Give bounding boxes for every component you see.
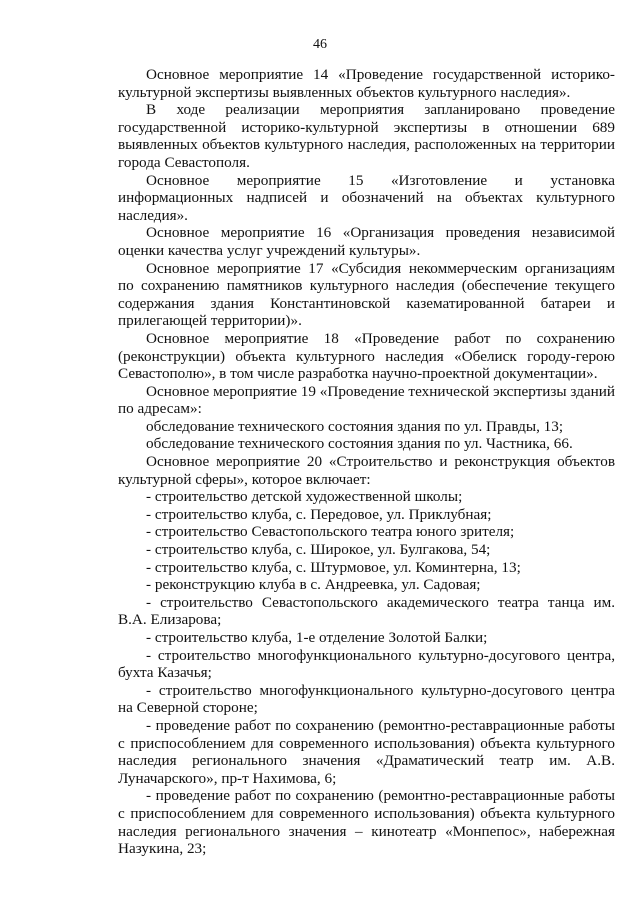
paragraph: Основное мероприятие 20 «Строительство и реконструкция объектов культурной сферы», которое включает: [118, 453, 615, 488]
paragraph: Основное мероприятие 19 «Проведение технической экспертизы зданий по адресам»: [118, 382, 615, 418]
list-item: - проведение работ по сохранению (ремонтно-реставрационные работы с приспособлением для современного использования) объекта культурного наследия регионального значения – кинотеатр «Монпепос», набережная Назукина, 23; [118, 787, 615, 858]
list-item: - проведение работ по сохранению (ремонтно-реставрационные работы с приспособлением для современного использования) объекта культурного наследия регионального значения «Драматический театр им. А.В. Луначарского», пр-т Нахимова, 6; [118, 716, 615, 787]
list-item: - строительство многофункционального культурно-досугового центра на Северной стороне; [118, 681, 615, 717]
page-number: 46 [313, 37, 327, 52]
list-item: - строительство клуба, с. Штурмовое, ул. Коминтерна, 13; [146, 558, 521, 576]
list-item: - строительство многофункционального культурно-досугового центра, бухта Казачья; [118, 646, 615, 682]
paragraph: Основное мероприятие 18 «Проведение работ по сохранению (реконструкции) объекта культурного наследия «Обелиск городу-герою Севастополю», в том числе разработка научно-проектной документации». [118, 329, 615, 383]
list-item: - строительство клуба, с. Широкое, ул. Булгакова, 54; [146, 541, 491, 559]
list-item: - строительство Севастопольского академического театра танца им. В.А. Елизарова; [118, 593, 615, 629]
list-item: - строительство Севастопольского театра юного зрителя; [146, 523, 515, 541]
paragraph: Основное мероприятие 15 «Изготовление и установка информационных надписей и обозначений на объектах культурного наследия». [118, 171, 615, 224]
paragraph: В ходе реализации мероприятия запланировано проведение государственной историко-культурной экспертизы в отношении 689 выявленных объектов культурного наследия, расположенных на территории города Севастополя. [118, 101, 615, 171]
list-item: - строительство детской художественной школы; [146, 488, 463, 506]
body-text [118, 66, 615, 858]
list-item: - реконструкцию клуба в с. Андреевка, ул. Садовая; [146, 576, 481, 594]
paragraph: обследование технического состояния здания по ул. Частника, 66. [146, 435, 573, 453]
paragraph: Основное мероприятие 17 «Субсидия некоммерческим организациям по сохранению памятников культурного наследия (обеспечение текущего содержания здания Константиновской казематированной батареи и прилегающей территории)». [118, 259, 615, 330]
paragraph: Основное мероприятие 16 «Организация проведения независимой оценки качества услуг учреждений культуры». [118, 224, 615, 259]
paragraph: Основное мероприятие 14 «Проведение государственной историко-культурной экспертизы выявленных объектов культурного наследия». [118, 66, 615, 101]
list-item: - строительство клуба, с. Передовое, ул. Приклубная; [146, 505, 492, 523]
list-item: - строительство клуба, 1-е отделение Золотой Балки; [146, 629, 488, 646]
paragraph: обследование технического состояния здания по ул. Правды, 13; [146, 417, 564, 435]
